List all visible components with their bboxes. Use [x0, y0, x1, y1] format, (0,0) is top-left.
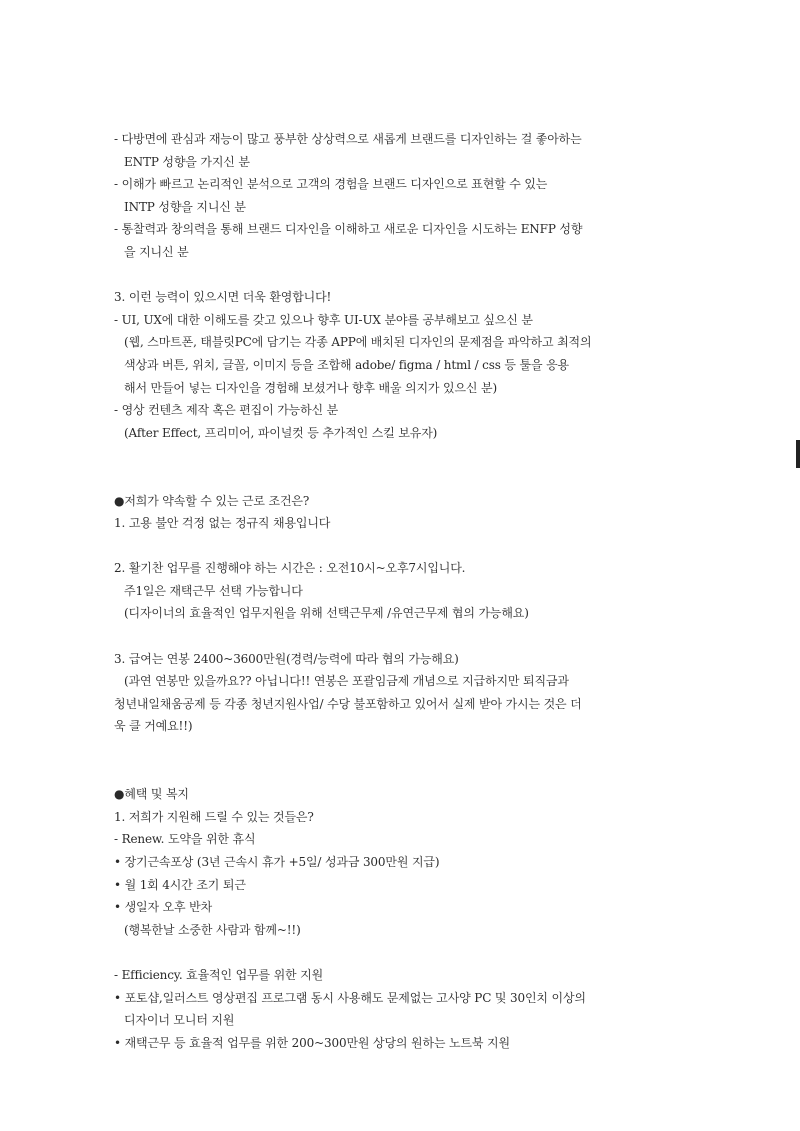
text-line: 색상과 버튼, 위치, 글꼴, 이미지 등을 조합해 adobe/ figma / html / css 등 툴을 응용 — [124, 357, 569, 372]
text-line: 욱 클 거예요!!) — [114, 719, 193, 734]
text-line: • 포토샵,일러스트 영상편집 프로그램 동시 사용해도 문제없는 고사양 PC 및 30인치 이상의 — [114, 990, 586, 1005]
text-line: 3. 이런 능력이 있으시면 더욱 환영합니다! — [114, 290, 332, 305]
text-line: • 재택근무 등 효율적 업무를 위한 200~300만원 상당의 원하는 노트북 지원 — [114, 1035, 510, 1050]
edge-mark — [796, 440, 800, 468]
text-line: 을 지니신 분 — [124, 244, 189, 259]
blank-line — [114, 761, 694, 784]
text-line: • 월 1회 4시간 조기 퇴근 — [114, 877, 246, 892]
text-line: - 다방면에 관심과 재능이 많고 풍부한 상상력으로 새롭게 브랜드를 디자인하는 걸 좋아하는 — [114, 132, 582, 146]
text-line: - Renew. 도약을 위한 휴식 — [114, 832, 256, 847]
text-line: - UI, UX에 대한 이해도를 갖고 있으나 향후 UI-UX 분야를 공부해보고 싶으신 분 — [114, 312, 533, 327]
text-line: - Efficiency. 효율적인 업무를 위한 지원 — [114, 967, 324, 982]
blank-line — [114, 444, 694, 467]
text-line: ●혜택 및 복지 — [114, 787, 189, 802]
text-line: ENTP 성향을 가지신 분 — [124, 154, 250, 169]
text-line: 디자이너 모니터 지원 — [124, 1013, 235, 1028]
text-line: - 통찰력과 창의력을 통해 브랜드 디자인을 이해하고 새로운 디자인을 시도하는 ENFP 성향 — [114, 222, 583, 237]
text-line: • 장기근속포상 (3년 근속시 휴가 +5일/ 성과금 300만원 지급) — [114, 855, 440, 869]
text-line: - 영상 컨텐츠 제작 혹은 편집이 가능하신 분 — [114, 403, 339, 418]
text-line: 1. 고용 불안 걱정 없는 정규직 채용입니다 — [114, 516, 331, 531]
text-line: 2. 활기찬 업무를 진행해야 하는 시간은 : 오전10시~오후7시입니다. — [114, 561, 466, 576]
blank-line — [114, 738, 694, 761]
blank-line — [114, 467, 694, 490]
text-line: - 이해가 빠르고 논리적인 분석으로 고객의 경험을 브랜드 디자인으로 표현할 수 있는 — [114, 177, 548, 192]
text-line: 주1일은 재택근무 선택 가능합니다 — [124, 583, 303, 598]
text-line: (행복한날 소중한 사람과 함께~!!) — [124, 922, 301, 937]
text-line: (After Effect, 프리미어, 파이널컷 등 추가적인 스킬 보유자) — [124, 425, 438, 440]
text-line: (디자이너의 효율적인 업무지원을 위해 선택근무제 /유연근무제 협의 가능해요) — [124, 606, 529, 621]
blank-line — [114, 264, 694, 287]
blank-line — [114, 625, 694, 648]
text-line: (웹, 스마트폰, 태블릿PC에 담기는 각종 APP에 배치된 디자인의 문제점을 파악하고 최적의 — [124, 335, 592, 350]
text-line: 1. 저희가 지원해 드릴 수 있는 것들은? — [114, 809, 314, 824]
text-line: 해서 만들어 넣는 디자인을 경험해 보셨거나 향후 배울 의지가 있으신 분) — [124, 380, 497, 395]
text-line: 3. 급여는 연봉 2400~3600만원(경력/능력에 따라 협의 가능해요) — [114, 651, 459, 666]
text-line: 청년내일채움공제 등 각종 청년지원사업/ 수당 불포함하고 있어서 실제 받아 가시는 것은 더 — [114, 696, 582, 711]
blank-line — [114, 941, 694, 964]
text-line: (과연 연봉만 있을까요?? 아닙니다!! 연봉은 포괄임금제 개념으로 지급하지만 퇴직금과 — [124, 674, 569, 689]
text-line: INTP 성향을 지니신 분 — [124, 199, 246, 214]
blank-line — [114, 535, 694, 558]
text-line: ●저희가 약속할 수 있는 근로 조건은? — [114, 493, 310, 508]
document-body — [114, 128, 694, 1054]
text-line: • 생일자 오후 반차 — [114, 900, 213, 915]
